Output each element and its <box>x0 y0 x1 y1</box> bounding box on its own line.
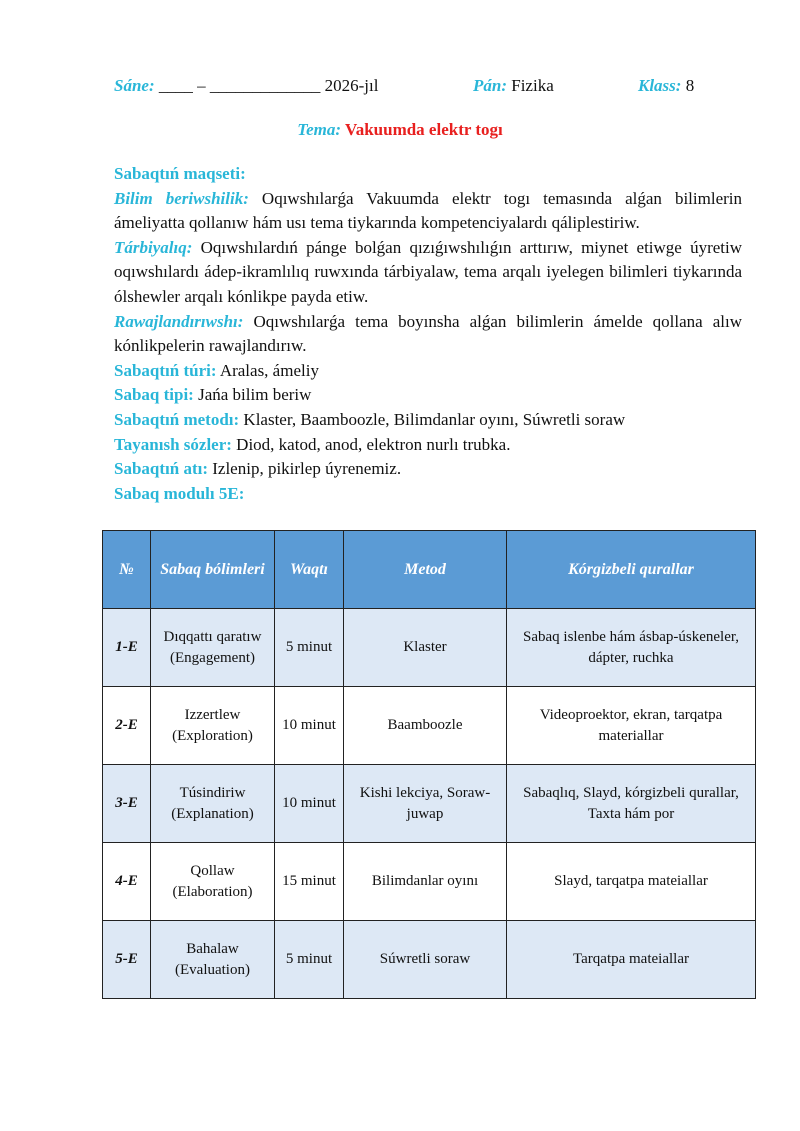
subject-label: Pán: <box>473 76 507 95</box>
row-tools: Slayd, tarqatpa mateiallar <box>507 843 756 921</box>
class-value: 8 <box>685 76 695 95</box>
lesson-description <box>114 162 742 506</box>
table-row <box>103 765 756 843</box>
topic-title: Vakuumda elektr togı <box>344 120 503 139</box>
motto-label: Sabaqtıń atı: <box>114 459 208 479</box>
lesson-type-label: Sabaq tipi: <box>114 385 194 405</box>
model-heading: Sabaq modulı 5E: <box>114 483 245 503</box>
keywords-label: Tayanısh sózler: <box>114 434 232 454</box>
lesson-plan-table <box>102 530 756 999</box>
row-time: 10 minut <box>275 765 344 843</box>
header-time: Waqtı <box>275 531 344 609</box>
header-stage: Sabaq bólimleri <box>151 531 275 609</box>
upbringing-label: Tárbiyalıq: <box>114 237 193 257</box>
goal-development <box>114 310 742 359</box>
class-field <box>638 76 694 96</box>
lesson-kind-value: Aralas, ámeliy <box>219 360 319 380</box>
education-label: Bilim beriwshilik: <box>114 188 249 208</box>
header-tools: Kórgizbeli qurallar <box>507 531 756 609</box>
motto-value: Izlenip, pikirlep úyrenemiz. <box>212 459 402 479</box>
development-label: Rawajlandırıwshı: <box>114 311 244 331</box>
subject-field <box>473 76 554 96</box>
table-row <box>103 609 756 687</box>
date-label: Sáne: <box>114 76 155 95</box>
lesson-type-value: Jańa bilim beriw <box>198 385 312 405</box>
class-label: Klass: <box>638 76 682 95</box>
education-text: Oqıwshılarǵa Vakuumda elektr togı temasında alǵan bilimlerin ámeliyatta qollanıw hám usı tema tiykarında kompetenciyalardı qáliplestiriw. <box>114 188 743 233</box>
row-method: Kishi lekciya, Soraw-juwap <box>344 765 507 843</box>
row-method: Bilimdanlar oyını <box>344 843 507 921</box>
row-number: 3-E <box>103 765 151 843</box>
row-number: 2-E <box>103 687 151 765</box>
topic-label: Tema: <box>297 120 342 139</box>
upbringing-text: Oqıwshılardıń pánge bolǵan qızıǵıwshılıǵın arttırıw, miynet etiwge úyretiw oqıwshılardı ádep-ikramlılıq ruwxında tárbiyalaw, tema arqalı iyelegen bilimleri tiykarında ólshewler arqalı kónlikpe payda etiw. <box>114 237 742 306</box>
row-tools: Videoproektor, ekran, tarqatpa materiallar <box>507 687 756 765</box>
lesson-kind <box>114 359 742 384</box>
goal-upbringing <box>114 236 742 310</box>
row-number: 4-E <box>103 843 151 921</box>
header-number: № <box>103 531 151 609</box>
subject-value: Fizika <box>511 76 554 95</box>
date-field <box>114 76 378 96</box>
row-time: 15 minut <box>275 843 344 921</box>
row-time: 5 minut <box>275 921 344 999</box>
method-label: Sabaqtıń metodı: <box>114 409 240 429</box>
topic-line <box>0 120 800 140</box>
row-stage: Bahalaw (Evaluation) <box>151 921 275 999</box>
row-method: Klaster <box>344 609 507 687</box>
keywords-value: Diod, katod, anod, elektron nurlı trubka. <box>236 434 511 454</box>
method-value: Klaster, Baamboozle, Bilimdanlar oyını, Súwretli soraw <box>243 409 626 429</box>
lesson-kind-label: Sabaqtıń túri: <box>114 360 217 380</box>
row-stage: Dıqqattı qaratıw (Engagement) <box>151 609 275 687</box>
row-tools: Sabaq islenbe hám ásbap-úskeneler, dápter, ruchka <box>507 609 756 687</box>
row-number: 5-E <box>103 921 151 999</box>
lesson-motto <box>114 457 742 482</box>
table-header-row <box>103 531 756 609</box>
keywords <box>114 433 742 458</box>
development-text: Oqıwshılarǵa tema boyınsha alǵan bilimlerin ámelde qollana alıw kónlikpelerin rawajlandırıw. <box>114 311 743 356</box>
row-stage: Qollaw (Elaboration) <box>151 843 275 921</box>
row-time: 5 minut <box>275 609 344 687</box>
table-row <box>103 921 756 999</box>
row-tools: Sabaqlıq, Slayd, kórgizbeli qurallar, Taxta hám por <box>507 765 756 843</box>
table-row <box>103 843 756 921</box>
row-tools: Tarqatpa mateiallar <box>507 921 756 999</box>
row-time: 10 minut <box>275 687 344 765</box>
lesson-type <box>114 383 742 408</box>
row-method: Súwretli soraw <box>344 921 507 999</box>
header-line <box>114 76 740 100</box>
lesson-method <box>114 408 742 433</box>
goal-heading: Sabaqtıń maqseti: <box>114 164 246 183</box>
row-stage: Izzertlew (Exploration) <box>151 687 275 765</box>
goal-education <box>114 187 742 236</box>
row-number: 1-E <box>103 609 151 687</box>
header-method: Metod <box>344 531 507 609</box>
row-method: Baamboozle <box>344 687 507 765</box>
table-row <box>103 687 756 765</box>
date-value: ____ – _____________ 2026-jıl <box>158 76 379 95</box>
row-stage: Túsindiriw (Explanation) <box>151 765 275 843</box>
